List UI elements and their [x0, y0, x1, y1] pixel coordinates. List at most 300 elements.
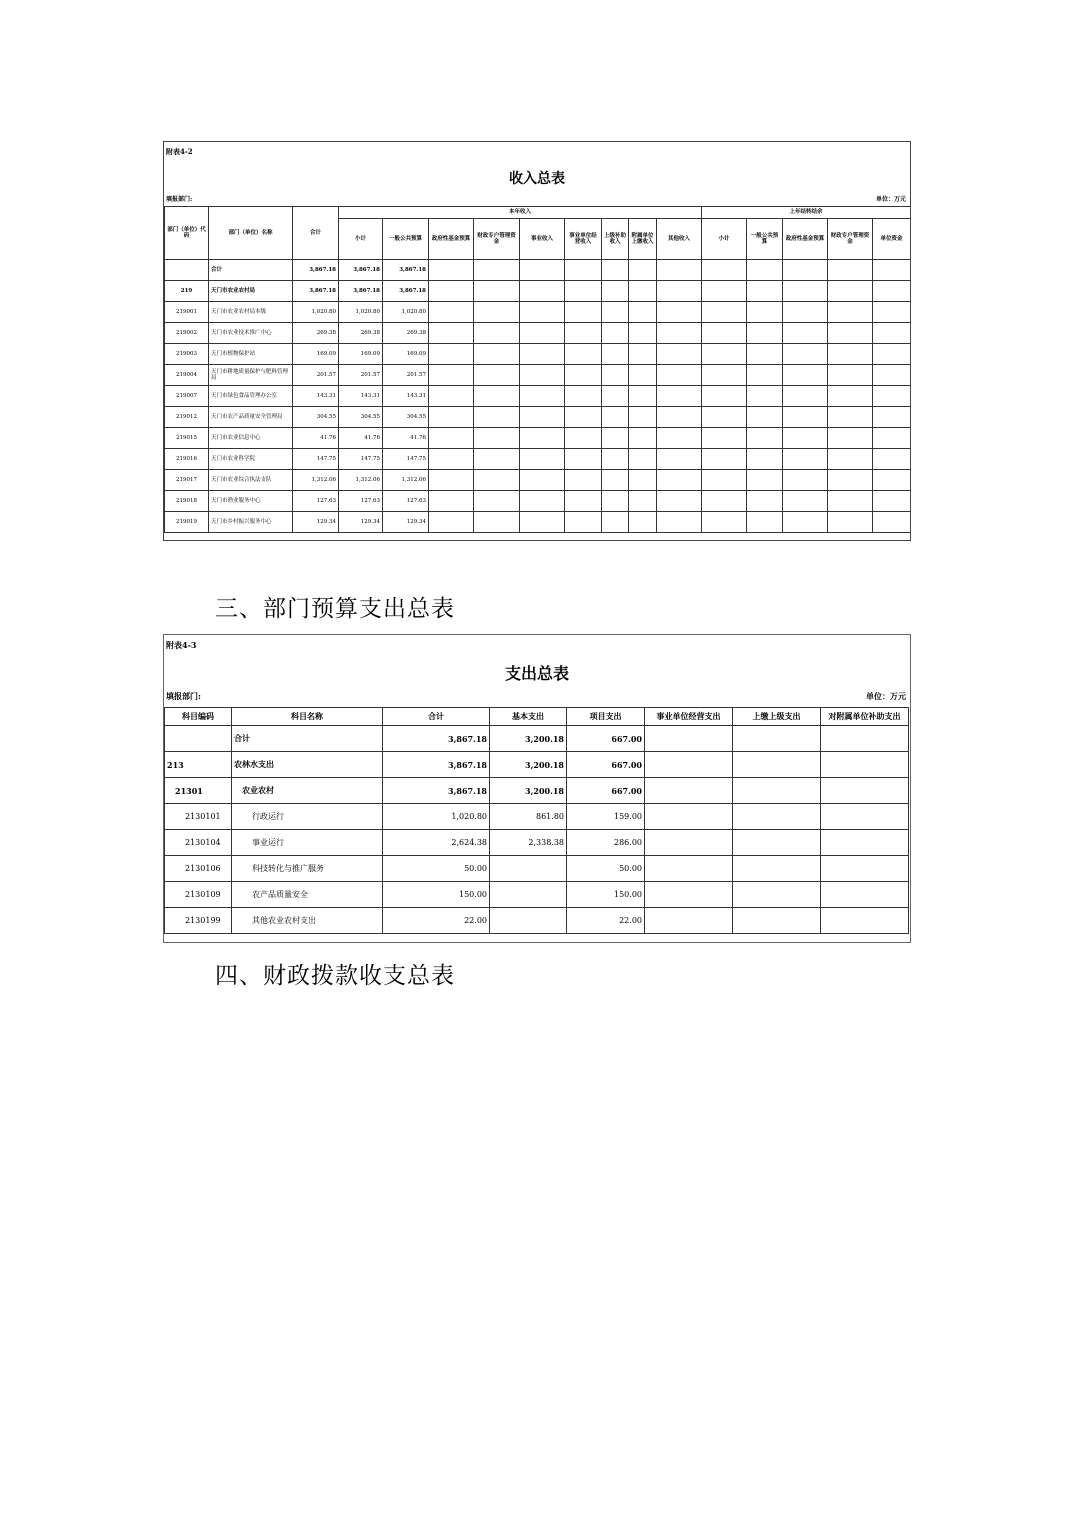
spend-dept-label: 填报部门:	[166, 691, 201, 701]
income-cell-total: 3,867.18	[293, 260, 339, 281]
income-cell-empty	[474, 386, 520, 407]
income-cell-empty	[565, 365, 602, 386]
income-cell-empty	[783, 470, 828, 491]
income-cell-total: 127.63	[293, 491, 339, 512]
income-cell-general: 129.34	[383, 512, 429, 533]
income-header-code: 部门（单位）代码	[165, 207, 209, 260]
income-cell-empty	[520, 512, 565, 533]
income-cell-empty	[474, 260, 520, 281]
income-cell-empty	[629, 470, 657, 491]
income-cell-name: 天门市农业信息中心	[209, 428, 293, 449]
income-cell-empty	[565, 512, 602, 533]
spend-cell-project: 150.00	[567, 882, 645, 908]
spend-cell-empty	[733, 908, 821, 934]
income-cell-subtotal: 147.75	[339, 449, 383, 470]
income-table-tag: 附表4-2	[166, 147, 193, 156]
income-cell-code: 219019	[165, 512, 209, 533]
income-cell-empty	[520, 428, 565, 449]
spend-header-cell: 基本支出	[490, 708, 567, 726]
spend-unit-label: 单位：万元	[866, 691, 906, 701]
income-cell-empty	[873, 323, 911, 344]
income-cell-empty	[873, 512, 911, 533]
income-subheader-cell: 事业单位经营收入	[565, 219, 602, 260]
income-cell-empty	[474, 428, 520, 449]
spend-cell-empty	[821, 908, 909, 934]
income-cell-name: 天门市农业农村局本级	[209, 302, 293, 323]
spend-cell-empty	[733, 804, 821, 830]
income-cell-empty	[702, 365, 747, 386]
income-table-title: 收入总表	[509, 171, 565, 187]
income-cell-empty	[702, 281, 747, 302]
income-cell-total: 129.34	[293, 512, 339, 533]
spend-cell-total: 2,624.38	[383, 830, 490, 856]
income-subheader-cell: 事业收入	[520, 219, 565, 260]
spend-cell-empty	[821, 882, 909, 908]
income-cell-empty	[629, 323, 657, 344]
income-cell-empty	[602, 407, 629, 428]
income-cell-empty	[429, 386, 474, 407]
income-cell-empty	[783, 344, 828, 365]
spend-cell-total: 3,867.18	[383, 726, 490, 752]
spend-header-cell: 上缴上级支出	[733, 708, 821, 726]
income-cell-empty	[873, 491, 911, 512]
income-subheader-cell: 一般公共预算	[747, 219, 783, 260]
spend-grid	[164, 707, 909, 934]
spend-cell-total: 22.00	[383, 908, 490, 934]
income-cell-empty	[602, 470, 629, 491]
income-cell-name: 天门市农业农村局	[209, 281, 293, 302]
income-cell-total: 1,312.06	[293, 470, 339, 491]
income-cell-general: 304.55	[383, 407, 429, 428]
income-cell-name: 天门市农产品质量安全管理局	[209, 407, 293, 428]
spend-cell-empty	[821, 726, 909, 752]
spend-cell-project: 50.00	[567, 856, 645, 882]
income-header-total: 合计	[293, 207, 339, 260]
spend-header-cell: 科目编码	[165, 708, 232, 726]
income-cell-empty	[657, 386, 702, 407]
income-cell-empty	[657, 344, 702, 365]
income-cell-empty	[873, 281, 911, 302]
income-cell-empty	[629, 428, 657, 449]
income-cell-empty	[702, 449, 747, 470]
income-cell-empty	[629, 344, 657, 365]
income-cell-subtotal: 269.38	[339, 323, 383, 344]
spend-cell-code: 2130101	[165, 804, 232, 830]
income-cell-empty	[783, 260, 828, 281]
income-cell-general: 143.31	[383, 386, 429, 407]
income-cell-empty	[702, 512, 747, 533]
spend-cell-empty	[821, 856, 909, 882]
income-cell-subtotal: 169.09	[339, 344, 383, 365]
income-cell-empty	[565, 407, 602, 428]
income-cell-empty	[702, 260, 747, 281]
income-cell-code: 219004	[165, 365, 209, 386]
income-cell-empty	[747, 470, 783, 491]
income-cell-code: 219016	[165, 449, 209, 470]
income-table-row	[165, 365, 911, 386]
income-cell-empty	[828, 491, 873, 512]
income-cell-empty	[565, 260, 602, 281]
income-cell-empty	[602, 512, 629, 533]
income-cell-empty	[783, 512, 828, 533]
spend-cell-total: 3,867.18	[383, 752, 490, 778]
income-cell-empty	[747, 302, 783, 323]
income-cell-empty	[783, 323, 828, 344]
income-cell-code: 219015	[165, 428, 209, 449]
income-cell-empty	[657, 260, 702, 281]
income-cell-empty	[657, 449, 702, 470]
section-heading-3: 三、部门预算支出总表	[215, 596, 455, 622]
income-summary-table	[163, 141, 911, 541]
income-cell-empty	[873, 365, 911, 386]
income-cell-empty	[429, 449, 474, 470]
income-cell-empty	[828, 428, 873, 449]
spend-cell-code: 213	[165, 752, 232, 778]
spend-cell-name: 行政运行	[232, 804, 383, 830]
income-cell-empty	[429, 323, 474, 344]
income-cell-empty	[602, 302, 629, 323]
spend-cell-empty	[645, 726, 733, 752]
income-cell-total: 143.31	[293, 386, 339, 407]
spend-cell-project: 667.00	[567, 752, 645, 778]
spend-cell-code: 2130106	[165, 856, 232, 882]
spend-cell-empty	[821, 752, 909, 778]
spend-cell-name: 农产品质量安全	[232, 882, 383, 908]
income-cell-code: 219018	[165, 491, 209, 512]
spend-cell-empty	[645, 856, 733, 882]
income-cell-empty	[429, 260, 474, 281]
income-table-row	[165, 281, 911, 302]
spend-cell-empty	[733, 856, 821, 882]
income-cell-empty	[702, 407, 747, 428]
income-table-row	[165, 386, 911, 407]
spend-cell-basic	[490, 908, 567, 934]
income-cell-empty	[565, 344, 602, 365]
income-cell-total: 41.76	[293, 428, 339, 449]
spend-cell-basic	[490, 882, 567, 908]
income-cell-empty	[629, 365, 657, 386]
income-cell-code	[165, 260, 209, 281]
income-cell-empty	[565, 386, 602, 407]
income-cell-empty	[565, 470, 602, 491]
income-cell-subtotal: 129.34	[339, 512, 383, 533]
income-cell-empty	[474, 365, 520, 386]
spend-cell-basic: 861.80	[490, 804, 567, 830]
spend-table-row	[165, 856, 909, 882]
income-cell-empty	[629, 386, 657, 407]
income-cell-empty	[828, 365, 873, 386]
income-cell-empty	[602, 428, 629, 449]
income-cell-empty	[520, 470, 565, 491]
spend-cell-project: 22.00	[567, 908, 645, 934]
income-subheader-cell: 上级补助收入	[602, 219, 629, 260]
income-cell-empty	[828, 281, 873, 302]
income-cell-empty	[702, 491, 747, 512]
income-cell-empty	[657, 365, 702, 386]
income-cell-empty	[873, 260, 911, 281]
spend-cell-name: 农林水支出	[232, 752, 383, 778]
income-cell-empty	[828, 260, 873, 281]
spend-header-cell: 事业单位经营支出	[645, 708, 733, 726]
income-cell-name: 天门市植物保护站	[209, 344, 293, 365]
income-cell-empty	[474, 512, 520, 533]
income-cell-empty	[747, 386, 783, 407]
income-cell-empty	[828, 323, 873, 344]
spend-cell-project: 159.00	[567, 804, 645, 830]
spend-header-cell: 对附属单位补助支出	[821, 708, 909, 726]
income-table-row	[165, 302, 911, 323]
income-cell-general: 201.57	[383, 365, 429, 386]
spend-cell-basic: 3,200.18	[490, 752, 567, 778]
income-cell-empty	[657, 512, 702, 533]
income-cell-empty	[474, 323, 520, 344]
income-unit-label: 单位：万元	[875, 196, 906, 203]
spend-table-row	[165, 726, 909, 752]
income-cell-total: 3,867.18	[293, 281, 339, 302]
income-cell-code: 219012	[165, 407, 209, 428]
income-cell-total: 147.75	[293, 449, 339, 470]
spend-cell-project: 286.00	[567, 830, 645, 856]
income-cell-general: 3,867.18	[383, 260, 429, 281]
income-subheader-cell: 小计	[339, 219, 383, 260]
income-cell-empty	[474, 470, 520, 491]
income-header-this-year: 本年收入	[339, 207, 702, 219]
income-cell-subtotal: 201.57	[339, 365, 383, 386]
income-cell-name: 天门市渔业服务中心	[209, 491, 293, 512]
spend-cell-name: 其他农业农村支出	[232, 908, 383, 934]
income-cell-total: 201.57	[293, 365, 339, 386]
income-cell-empty	[429, 281, 474, 302]
spend-cell-total: 50.00	[383, 856, 490, 882]
income-subheader-cell: 小计	[702, 219, 747, 260]
income-table-row	[165, 491, 911, 512]
spend-table-row	[165, 778, 909, 804]
income-cell-empty	[783, 365, 828, 386]
income-subheader-cell: 其他收入	[657, 219, 702, 260]
income-table-row	[165, 512, 911, 533]
spend-cell-empty	[821, 778, 909, 804]
income-cell-empty	[783, 302, 828, 323]
income-cell-empty	[429, 512, 474, 533]
spend-table-row	[165, 908, 909, 934]
income-cell-empty	[520, 323, 565, 344]
income-cell-code: 219002	[165, 323, 209, 344]
income-cell-empty	[520, 260, 565, 281]
income-cell-empty	[783, 449, 828, 470]
income-subheader-cell: 一般公共预算	[383, 219, 429, 260]
income-cell-empty	[474, 407, 520, 428]
income-cell-name: 天门市耕地质量保护与肥料管理局	[209, 365, 293, 386]
spend-cell-basic: 3,200.18	[490, 778, 567, 804]
spend-cell-total: 150.00	[383, 882, 490, 908]
income-cell-empty	[828, 470, 873, 491]
spend-cell-empty	[645, 882, 733, 908]
income-cell-empty	[702, 386, 747, 407]
income-table-row	[165, 260, 911, 281]
income-cell-total: 169.09	[293, 344, 339, 365]
income-cell-empty	[747, 512, 783, 533]
income-cell-name: 合计	[209, 260, 293, 281]
income-cell-name: 天门市农业科学院	[209, 449, 293, 470]
spend-cell-empty	[645, 908, 733, 934]
income-subheader-cell: 财政专户管理资金	[474, 219, 520, 260]
income-subheader-cell: 附属单位上缴收入	[629, 219, 657, 260]
income-cell-empty	[520, 386, 565, 407]
income-cell-empty	[602, 323, 629, 344]
income-cell-general: 127.63	[383, 491, 429, 512]
income-cell-empty	[565, 323, 602, 344]
income-cell-empty	[873, 449, 911, 470]
income-cell-name: 天门市乡村振兴服务中心	[209, 512, 293, 533]
income-cell-empty	[702, 302, 747, 323]
spend-header-cell: 科目名称	[232, 708, 383, 726]
expenditure-summary-table	[163, 634, 911, 943]
spend-cell-code: 2130199	[165, 908, 232, 934]
spend-cell-empty	[645, 804, 733, 830]
income-cell-empty	[602, 281, 629, 302]
income-cell-name: 天门市绿色食品管理办公室	[209, 386, 293, 407]
income-cell-empty	[602, 260, 629, 281]
income-cell-empty	[520, 407, 565, 428]
income-cell-empty	[828, 407, 873, 428]
income-cell-code: 219001	[165, 302, 209, 323]
spend-cell-name: 科技转化与推广服务	[232, 856, 383, 882]
income-cell-empty	[565, 449, 602, 470]
income-cell-empty	[565, 302, 602, 323]
income-cell-empty	[702, 344, 747, 365]
income-cell-general: 169.09	[383, 344, 429, 365]
spend-cell-basic	[490, 856, 567, 882]
income-cell-empty	[873, 386, 911, 407]
income-cell-empty	[429, 302, 474, 323]
income-cell-empty	[520, 365, 565, 386]
income-cell-general: 147.75	[383, 449, 429, 470]
income-cell-empty	[429, 491, 474, 512]
spend-table-title: 支出总表	[504, 664, 569, 683]
spend-table-row	[165, 804, 909, 830]
income-cell-empty	[873, 344, 911, 365]
income-cell-empty	[629, 407, 657, 428]
income-cell-code: 219	[165, 281, 209, 302]
income-cell-subtotal: 3,867.18	[339, 281, 383, 302]
income-table-row	[165, 428, 911, 449]
spend-table-row	[165, 830, 909, 856]
income-subheader-cell: 政府性基金预算	[429, 219, 474, 260]
income-cell-subtotal: 143.31	[339, 386, 383, 407]
income-cell-empty	[873, 407, 911, 428]
spend-cell-code: 2130109	[165, 882, 232, 908]
income-table-row	[165, 407, 911, 428]
spend-cell-total: 3,867.18	[383, 778, 490, 804]
income-cell-empty	[429, 407, 474, 428]
income-cell-empty	[828, 449, 873, 470]
income-cell-empty	[602, 386, 629, 407]
spend-cell-project: 667.00	[567, 726, 645, 752]
income-cell-empty	[783, 281, 828, 302]
income-table-row	[165, 449, 911, 470]
income-cell-empty	[702, 323, 747, 344]
income-cell-empty	[657, 302, 702, 323]
income-cell-empty	[429, 365, 474, 386]
spend-cell-total: 1,020.80	[383, 804, 490, 830]
spend-cell-code	[165, 726, 232, 752]
spend-cell-empty	[733, 752, 821, 778]
income-cell-empty	[602, 449, 629, 470]
income-cell-empty	[520, 449, 565, 470]
income-cell-empty	[747, 365, 783, 386]
income-cell-empty	[828, 302, 873, 323]
income-cell-empty	[474, 281, 520, 302]
income-cell-empty	[783, 491, 828, 512]
spend-cell-empty	[733, 882, 821, 908]
income-cell-empty	[629, 512, 657, 533]
income-cell-empty	[828, 344, 873, 365]
income-cell-empty	[602, 344, 629, 365]
spend-cell-name: 农业农村	[232, 778, 383, 804]
income-dept-label: 填报部门:	[166, 196, 193, 203]
income-cell-name: 天门市农业技术推广中心	[209, 323, 293, 344]
income-cell-total: 269.38	[293, 323, 339, 344]
income-cell-total: 1,020.80	[293, 302, 339, 323]
income-cell-empty	[747, 428, 783, 449]
income-cell-empty	[747, 323, 783, 344]
income-cell-name: 天门市农业综合执法支队	[209, 470, 293, 491]
income-cell-empty	[629, 302, 657, 323]
income-cell-empty	[657, 407, 702, 428]
income-table-row	[165, 470, 911, 491]
income-cell-empty	[520, 281, 565, 302]
income-subheader-cell: 财政专户管理资金	[828, 219, 873, 260]
income-cell-empty	[657, 281, 702, 302]
income-cell-empty	[702, 428, 747, 449]
income-cell-empty	[657, 470, 702, 491]
income-cell-empty	[429, 428, 474, 449]
income-cell-empty	[657, 428, 702, 449]
income-cell-empty	[747, 260, 783, 281]
spend-cell-empty	[733, 830, 821, 856]
income-cell-subtotal: 1,312.06	[339, 470, 383, 491]
spend-cell-name: 事业运行	[232, 830, 383, 856]
spend-cell-empty	[645, 752, 733, 778]
income-cell-subtotal: 41.76	[339, 428, 383, 449]
income-cell-empty	[873, 302, 911, 323]
spend-cell-basic: 3,200.18	[490, 726, 567, 752]
income-cell-general: 1,020.80	[383, 302, 429, 323]
income-cell-empty	[828, 512, 873, 533]
income-cell-empty	[747, 491, 783, 512]
income-cell-empty	[657, 323, 702, 344]
income-cell-general: 1,312.06	[383, 470, 429, 491]
income-cell-empty	[520, 491, 565, 512]
income-cell-empty	[474, 491, 520, 512]
spend-cell-empty	[733, 778, 821, 804]
income-cell-empty	[783, 428, 828, 449]
income-cell-empty	[747, 344, 783, 365]
income-cell-empty	[629, 491, 657, 512]
section-heading-4: 四、财政拨款收支总表	[215, 963, 455, 989]
income-cell-empty	[429, 344, 474, 365]
income-cell-empty	[520, 302, 565, 323]
spend-header-cell: 项目支出	[567, 708, 645, 726]
spend-cell-basic: 2,338.38	[490, 830, 567, 856]
income-cell-empty	[520, 344, 565, 365]
income-cell-empty	[474, 302, 520, 323]
income-cell-subtotal: 1,020.80	[339, 302, 383, 323]
income-cell-empty	[747, 281, 783, 302]
income-cell-empty	[828, 386, 873, 407]
spend-table-row	[165, 882, 909, 908]
spend-cell-empty	[821, 830, 909, 856]
